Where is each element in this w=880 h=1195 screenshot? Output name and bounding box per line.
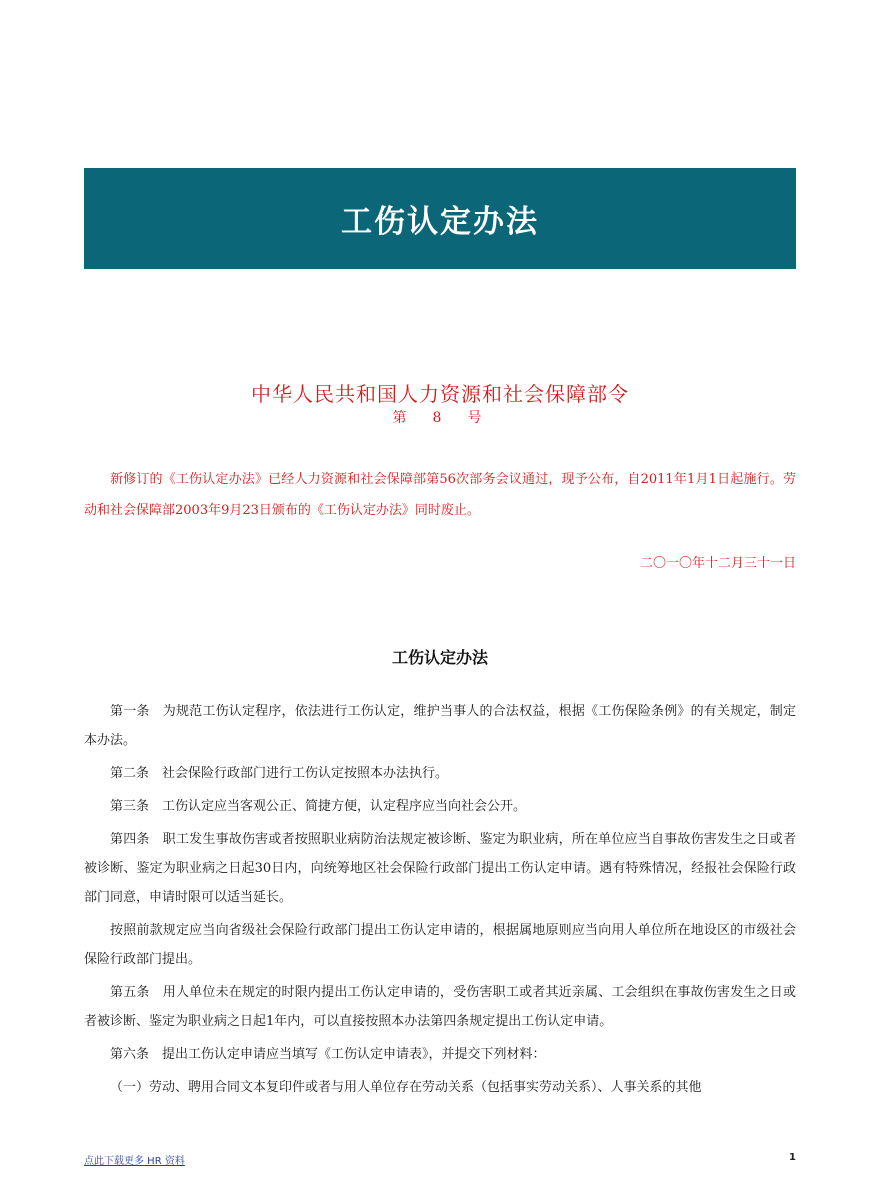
page-number: 1 bbox=[789, 1152, 796, 1163]
article-paragraph: 按照前款规定应当向省级社会保险行政部门提出工伤认定申请的，根据属地原则应当向用人单位所在地设区的市级社会保险行政部门提出。 bbox=[84, 923, 796, 967]
article-paragraph: 第一条 为规范工伤认定程序，依法进行工伤认定，维护当事人的合法权益，根据《工伤保险条例》的有关规定，制定本办法。 bbox=[84, 704, 796, 748]
article-paragraph: 第四条 职工发生事故伤害或者按照职业病防治法规定被诊断、鉴定为职业病，所在单位应当自事故伤害发生之日或者被诊断、鉴定为职业病之日起30日内，向统筹地区社会保险行政部门提出工伤认定申请。遇有特殊情况，经报社会保险行政部门同意，申请时限可以适当延长。 bbox=[84, 832, 796, 905]
title-banner bbox=[84, 168, 796, 269]
article-paragraph: （一）劳动、聘用合同文本复印件或者与用人单位存在劳动关系（包括事实劳动关系）、人事关系的其他 bbox=[110, 1080, 702, 1095]
decree-title: 中华人民共和国人力资源和社会保障部令 bbox=[251, 382, 629, 406]
banner-title: 工伤认定办法 bbox=[341, 204, 539, 240]
article-paragraph: 第三条 工伤认定应当客观公正、简捷方便，认定程序应当向社会公开。 bbox=[110, 799, 527, 814]
document-title: 工伤认定办法 bbox=[391, 648, 488, 667]
decree-date: 二〇一〇年十二月三十一日 bbox=[639, 556, 796, 571]
articles bbox=[84, 697, 796, 1106]
decree-number: 第 8 号 bbox=[392, 410, 488, 426]
article-paragraph: 第五条 用人单位未在规定的时限内提出工伤认定申请的，受伤害职工或者其近亲属、工会组织在事故伤害发生之日或者被诊断、鉴定为职业病之日起1年内，可以直接按照本办法第四条规定提出工伤认定申请。 bbox=[84, 985, 796, 1029]
decree-body: 新修订的《工伤认定办法》已经人力资源和社会保障部第56次部务会议通过，现予公布，自2011年1月1日起施行。劳动和社会保障部2003年9月23日颁布的《工伤认定办法》同时废止。 bbox=[84, 472, 796, 518]
article-paragraph: 第二条 社会保险行政部门进行工伤认定按照本办法执行。 bbox=[110, 766, 449, 781]
download-more-link[interactable]: 点此下载更多 HR 资料 bbox=[84, 1156, 185, 1167]
article-paragraph: 第六条 提出工伤认定申请应当填写《工伤认定申请表》，并提交下列材料： bbox=[110, 1047, 546, 1062]
